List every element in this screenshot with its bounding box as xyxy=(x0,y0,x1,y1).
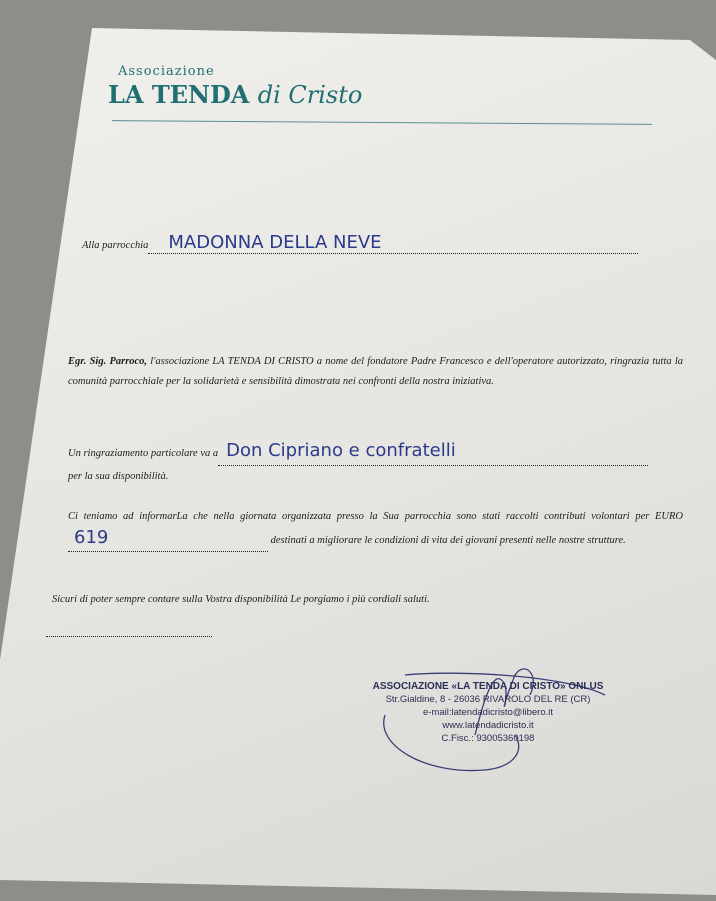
parish-label: Alla parrocchia xyxy=(82,240,149,251)
signature-line xyxy=(46,636,212,637)
paragraph-intro: Egr. Sig. Parroco, l'associazione LA TENDA DI CRISTO a nome del fondatore Padre Francesco e dell'operatore autorizzato, ringrazia tutta la comunità parrocchiale per la solidarietà e sensibilità dimostrata nei confronti della nostra iniziativa. xyxy=(68,356,683,387)
paragraph-thanks: Un ringraziamento particolare va a Don Cipriano e confratelli per la sua disponibilità. xyxy=(68,440,683,488)
thanks-value: Don Cipriano e confratelli xyxy=(226,440,456,461)
paragraph-contribution: Ci teniamo ad informarLa che nella giornata organizzata presso la Sua parrocchia sono stati raccolti contributi volontari per EURO 619 destinati a migliorare le condizioni di vita dei giovani presenti nelle nostre strutture. xyxy=(68,506,683,552)
logo xyxy=(108,80,362,109)
amount-value: 619 xyxy=(74,527,109,548)
closing-text: Sicuri di poter sempre contare sulla Vostra disponibilità Le porgiamo i più cordiali saluti. xyxy=(52,594,430,605)
parish-line xyxy=(82,232,672,254)
logo-text: LA TENDA xyxy=(108,80,250,109)
parish-value: MADONNA DELLA NEVE xyxy=(168,232,382,253)
logo-di: di Cristo xyxy=(257,81,363,109)
association-stamp: ASSOCIAZIONE «LA TENDA DI CRISTO» ONLUS Str.Gialdine, 8 - 26036 RIVAROLO DEL RE (CR) e-mail:latendadicristo@libero.it www.latendadicristo.it C.Fisc.: 93005360198 xyxy=(372,681,604,744)
logo-associazione: Associazione xyxy=(118,64,215,79)
